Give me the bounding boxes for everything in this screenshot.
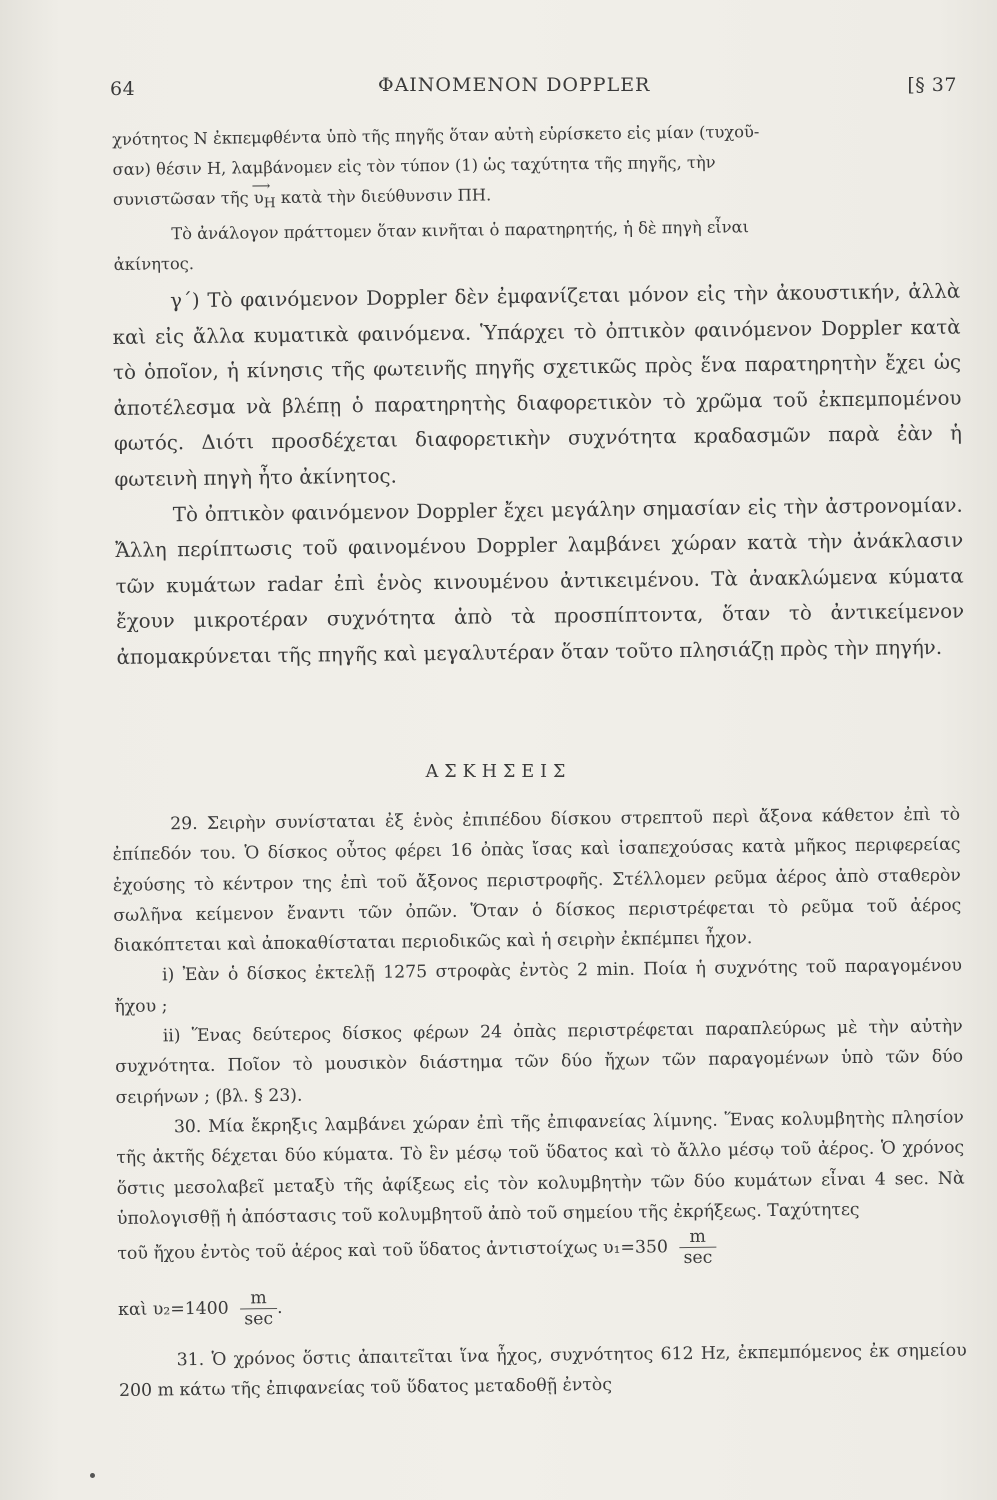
- page-header: [110, 74, 957, 104]
- text-line-vector: συνιστῶσαν τῆς ⟶ $\upsilon_H$ κατὰ τὴν διεύθυνσιν ΠH.: [113, 175, 961, 221]
- exercise-29-i: i) Ἐὰν ὁ δίσκος ἐκτελῇ 1275 στροφὰς ἐντὸς 2 min. Ποία ἡ συχνότης τοῦ παραγομένου ἤχου ;: [114, 956, 963, 1017]
- velocity-line-1: τοῦ ἤχου ἐντὸς τοῦ ἀέρος καὶ τοῦ ὕδατος ἀντιστοίχως υ₁=350 $\frac{m}{\sec}$: [117, 1224, 966, 1290]
- exercises-block: [112, 800, 967, 1407]
- exercise-30: 30. Μία ἔκρηξις λαμβάνει χώραν ἐπὶ τῆς ἐπιφανείας λίμνης. Ἕνας κολυμβητὴς πλησίον τῆς ἀκτῆς δέχεται δύο κύματα. Τὸ ἓν μέσῳ τοῦ ὕδατος καὶ τὸ ἄλλο μέσῳ τοῦ ἀέρος. Ὁ χρόνος ὅστις μεσολαβεῖ μεταξὺ τῆς ἀφίξεως εἰς τὸν κολυμβητὴν τῶν δύο κυμάτων εἶναι 4 sec. Νὰ ὑπολογισθῇ ἡ ἀπόστασις τοῦ κολυμβητοῦ ἀπὸ τοῦ σημείου τῆς ἐκρήξεως. Ταχύτητες: [116, 1107, 965, 1229]
- paragraph-gamma: γ΄) Τὸ φαινόμενον Doppler δὲν ἐμφανίζεται μόνον εἰς τὴν ἀκουστικήν, ἀλλὰ καὶ εἰς ἄλλα κυματικὰ φαινόμενα. Ὑπάρχει τὸ ὀπτικὸν φαινόμενον Doppler κατὰ τὸ ὁποῖον, ἡ κίνησις τῆς φωτεινῆς πηγῆς σχετικῶς πρὸς ἕνα παρατηρητὴν ἔχει ὡς ἀποτέλεσμα νὰ βλέπῃ ὁ παρατηρητὴς διαφορετικὸν τὸ χρῶμα τοῦ ἐκπεμπομένου φωτός. Διότι προσδέχεται διαφορετικὴν συχνότητα κραδασμῶν παρὰ ἐὰν ἡ φωτεινὴ πηγὴ ἦτο ἀκίνητος.: [112, 279, 963, 491]
- fraction-m-per-sec: $\frac{m}{\sec}$: [679, 1227, 716, 1268]
- text-line: ἀκίνητος.: [113, 254, 195, 275]
- exercise-29: 29. Σειρὴν συνίσταται ἐξ ἑνὸς ἐπιπέδου δίσκου στρεπτοῦ περὶ ἄξονα κάθετον ἐπὶ τὸ ἐπίπεδόν του. Ὁ δίσκος οὗτος φέρει 16 ὀπὰς ἴσας καὶ ἰσαπεχούσας κατὰ μῆκος περιφερείας ἐχούσης τὸ κέντρον της ἐπὶ τοῦ ἄξονος περιστροφῆς. Στέλλομεν ρεῦμα ἀέρος ἀπὸ σταθερὸν σωλῆνα κείμενον ἔναντι τῶν ὀπῶν. Ὅταν ὁ δίσκος περιστρέφεται τὸ ρεῦμα τοῦ ἀέρος διακόπτεται καὶ ἀποκαθίσταται περιοδικῶς καὶ ἡ σειρὴν ἐκπέμπει ἦχον.: [112, 804, 962, 957]
- velocity-line-2: καὶ υ₂=1400 $\frac{m}{\sec}$ .: [117, 1288, 283, 1330]
- exercise-29-ii: ii) Ἕνας δεύτερος δίσκος φέρων 24 ὀπὰς περιστρέφεται παραπλεύρως μὲ τὴν αὐτὴν συχνότητα. Ποῖον τὸ μουσικὸν διάστημα τῶν δύο ἤχων τῶν παραγομένων ὑπὸ τῶν δύο σειρήνων ; (βλ. § 23).: [115, 1016, 964, 1108]
- running-title: ΦΑΙΝΟΜΕΝΟΝ DOPPLER: [378, 74, 651, 96]
- ink-speck: [90, 1473, 95, 1478]
- vector-velocity: ⟶ $\upsilon_H$: [254, 188, 276, 207]
- text-line: χνότητος N ἐκπεμφθέντα ὑπὸ τῆς πηγῆς ὅταν αὐτὴ εὑρίσκετο εἰς μίαν (τυχοῦ-: [112, 122, 760, 149]
- section-marker: [§ 37: [907, 74, 957, 96]
- text-line: Τὸ ἀνάλογον πράττομεν ὅταν κινῆται ὁ παρατηρητής, ἡ δὲ πηγὴ εἶναι: [171, 217, 750, 244]
- page-number: 64: [110, 78, 136, 100]
- text-line: σαν) θέσιν H, λαμβάνομεν εἰς τὸν τύπον (1) ὡς ταχύτητα τῆς πηγῆς, τὴν: [112, 152, 716, 179]
- fraction-m-per-sec: $\frac{m}{\sec}$: [240, 1288, 277, 1329]
- exercises-heading: ΑΣΚΗΣΕΙΣ: [425, 762, 572, 782]
- continued-paragraph: [112, 115, 962, 281]
- main-paragraphs: [112, 274, 965, 676]
- paragraph-optical-doppler: Τὸ ὀπτικὸν φαινόμενον Doppler ἔχει μεγάλην σημασίαν εἰς τὴν ἀστρονομίαν. Ἄλλη περίπτωσις τοῦ φαινομένου Doppler λαμβάνει χώραν κατὰ τὴν ἀνάκλασιν τῶν κυμάτων radar ἐπὶ ἑνὸς κινουμένου ἀντικειμένου. Τὰ ἀνακλώμενα κύματα ἔχουν μικροτέραν συχνότητα ἀπὸ τὰ προσπίπτοντα, ὅταν τὸ ἀντικείμενον ἀπομακρύνεται τῆς πηγῆς καὶ μεγαλυτέραν ὅταν τοῦτο πλησιάζῃ πρὸς τὴν πηγήν.: [115, 493, 965, 669]
- exercise-31: 31. Ὁ χρόνος ὅστις ἀπαιτεῖται ἵνα ἦχος, συχνότητος 612 Hz, ἐκπεμπόμενος ἐκ σημείου 200 m κάτω τῆς ἐπιφανείας τοῦ ὕδατος μεταδοθῇ ἐντὸς: [118, 1340, 967, 1402]
